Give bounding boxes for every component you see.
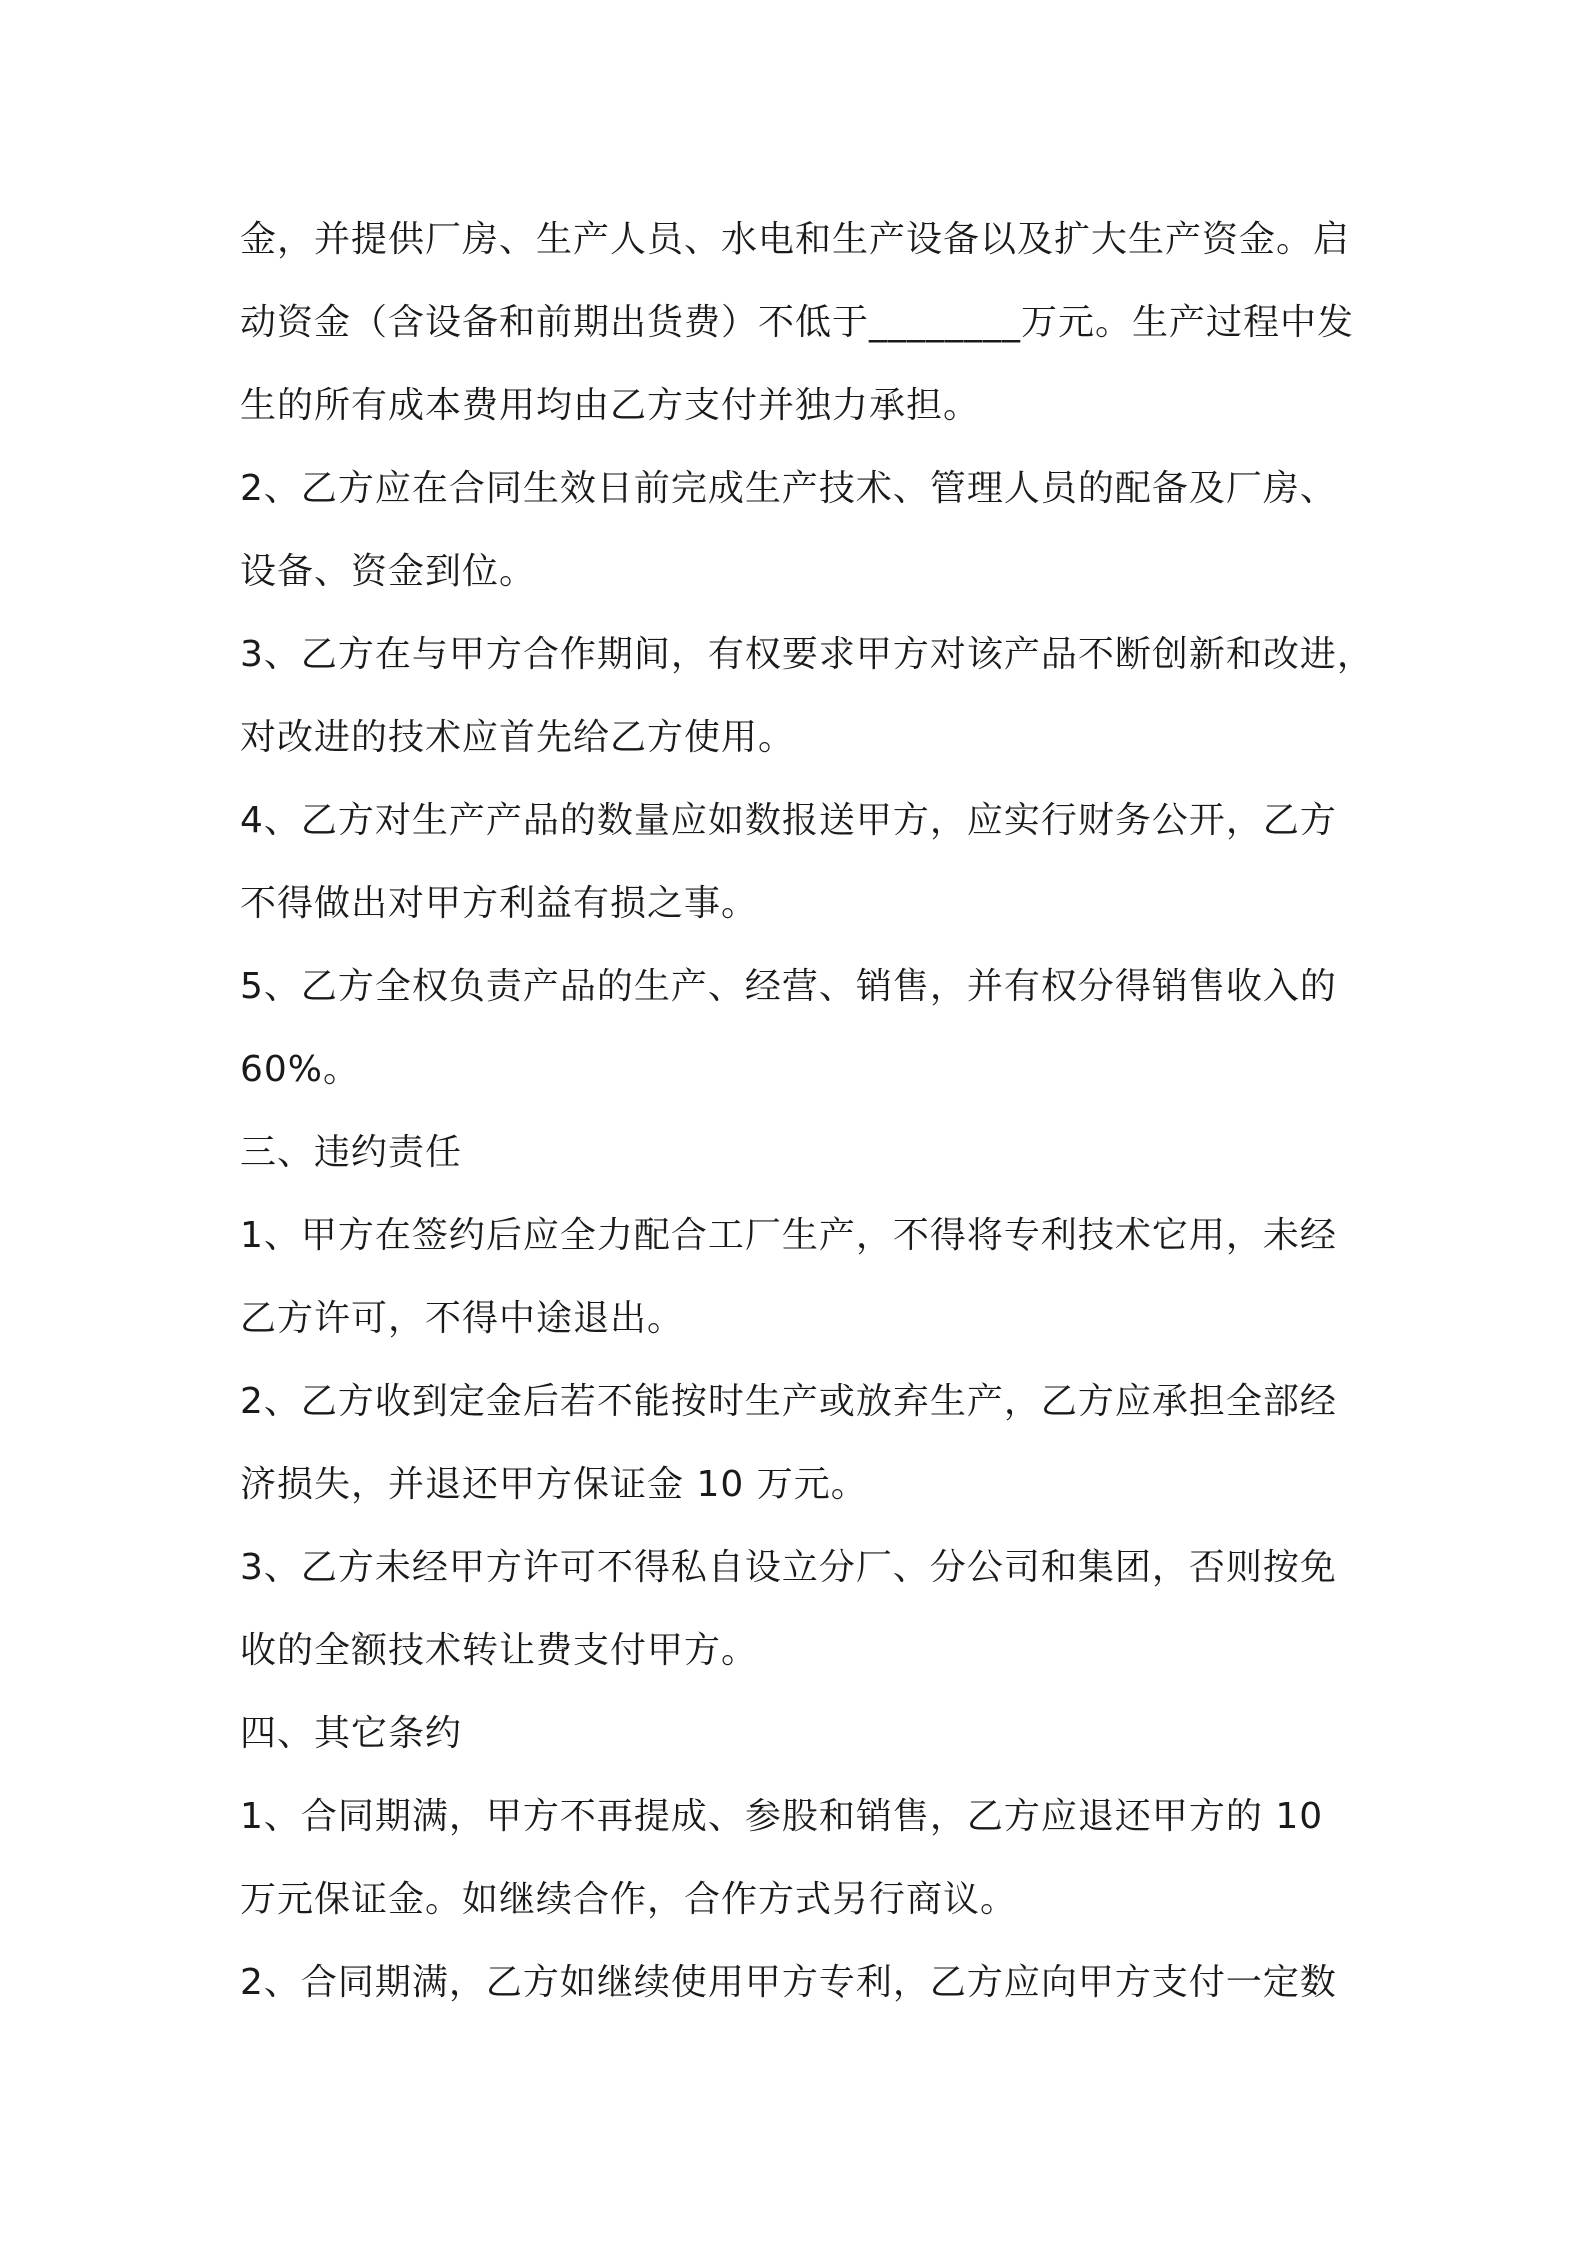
text-line: 金，并提供厂房、生产人员、水电和生产设备以及扩大生产资金。启	[240, 219, 1351, 260]
text-line: 3、乙方在与甲方合作期间，有权要求甲方对该产品不断创新和改进，	[240, 634, 1374, 675]
text-line: 不得做出对甲方利益有损之事。	[240, 883, 759, 924]
text-line: 收的全额技术转让费支付甲方。	[240, 1630, 759, 1671]
text-line: 60%。	[240, 1049, 361, 1090]
text-line: 动资金（含设备和前期出货费）不低于________万元。生产过程中发	[240, 302, 1355, 343]
document-body	[240, 198, 1390, 2024]
text-line: 2、乙方应在合同生效日前完成生产技术、管理人员的配备及厂房、	[240, 468, 1337, 509]
text-line: 对改进的技术应首先给乙方使用。	[240, 717, 796, 758]
text-line: 2、乙方收到定金后若不能按时生产或放弃生产，乙方应承担全部经	[240, 1381, 1337, 1422]
section-heading: 三、违约责任	[240, 1132, 463, 1173]
text-line: 生的所有成本费用均由乙方支付并独力承担。	[240, 385, 981, 426]
text-line: 设备、资金到位。	[240, 551, 537, 592]
text-line: 3、乙方未经甲方许可不得私自设立分厂、分公司和集团，否则按免	[240, 1547, 1337, 1588]
text-line: 4、乙方对生产产品的数量应如数报送甲方，应实行财务公开，乙方	[240, 800, 1337, 841]
text-line: 5、乙方全权负责产品的生产、经营、销售，并有权分得销售收入的	[240, 966, 1337, 1007]
text-line: 2、合同期满，乙方如继续使用甲方专利，乙方应向甲方支付一定数	[240, 1962, 1337, 2003]
text-line: 乙方许可，不得中途退出。	[240, 1298, 685, 1339]
text-line: 1、甲方在签约后应全力配合工厂生产，不得将专利技术它用，未经	[240, 1215, 1337, 1256]
section-heading: 四、其它条约	[240, 1713, 463, 1754]
text-line: 1、合同期满，甲方不再提成、参股和销售，乙方应退还甲方的 10	[240, 1796, 1324, 1837]
text-line: 万元保证金。如继续合作，合作方式另行商议。	[240, 1879, 1018, 1920]
text-line: 济损失，并退还甲方保证金 10 万元。	[240, 1464, 868, 1505]
